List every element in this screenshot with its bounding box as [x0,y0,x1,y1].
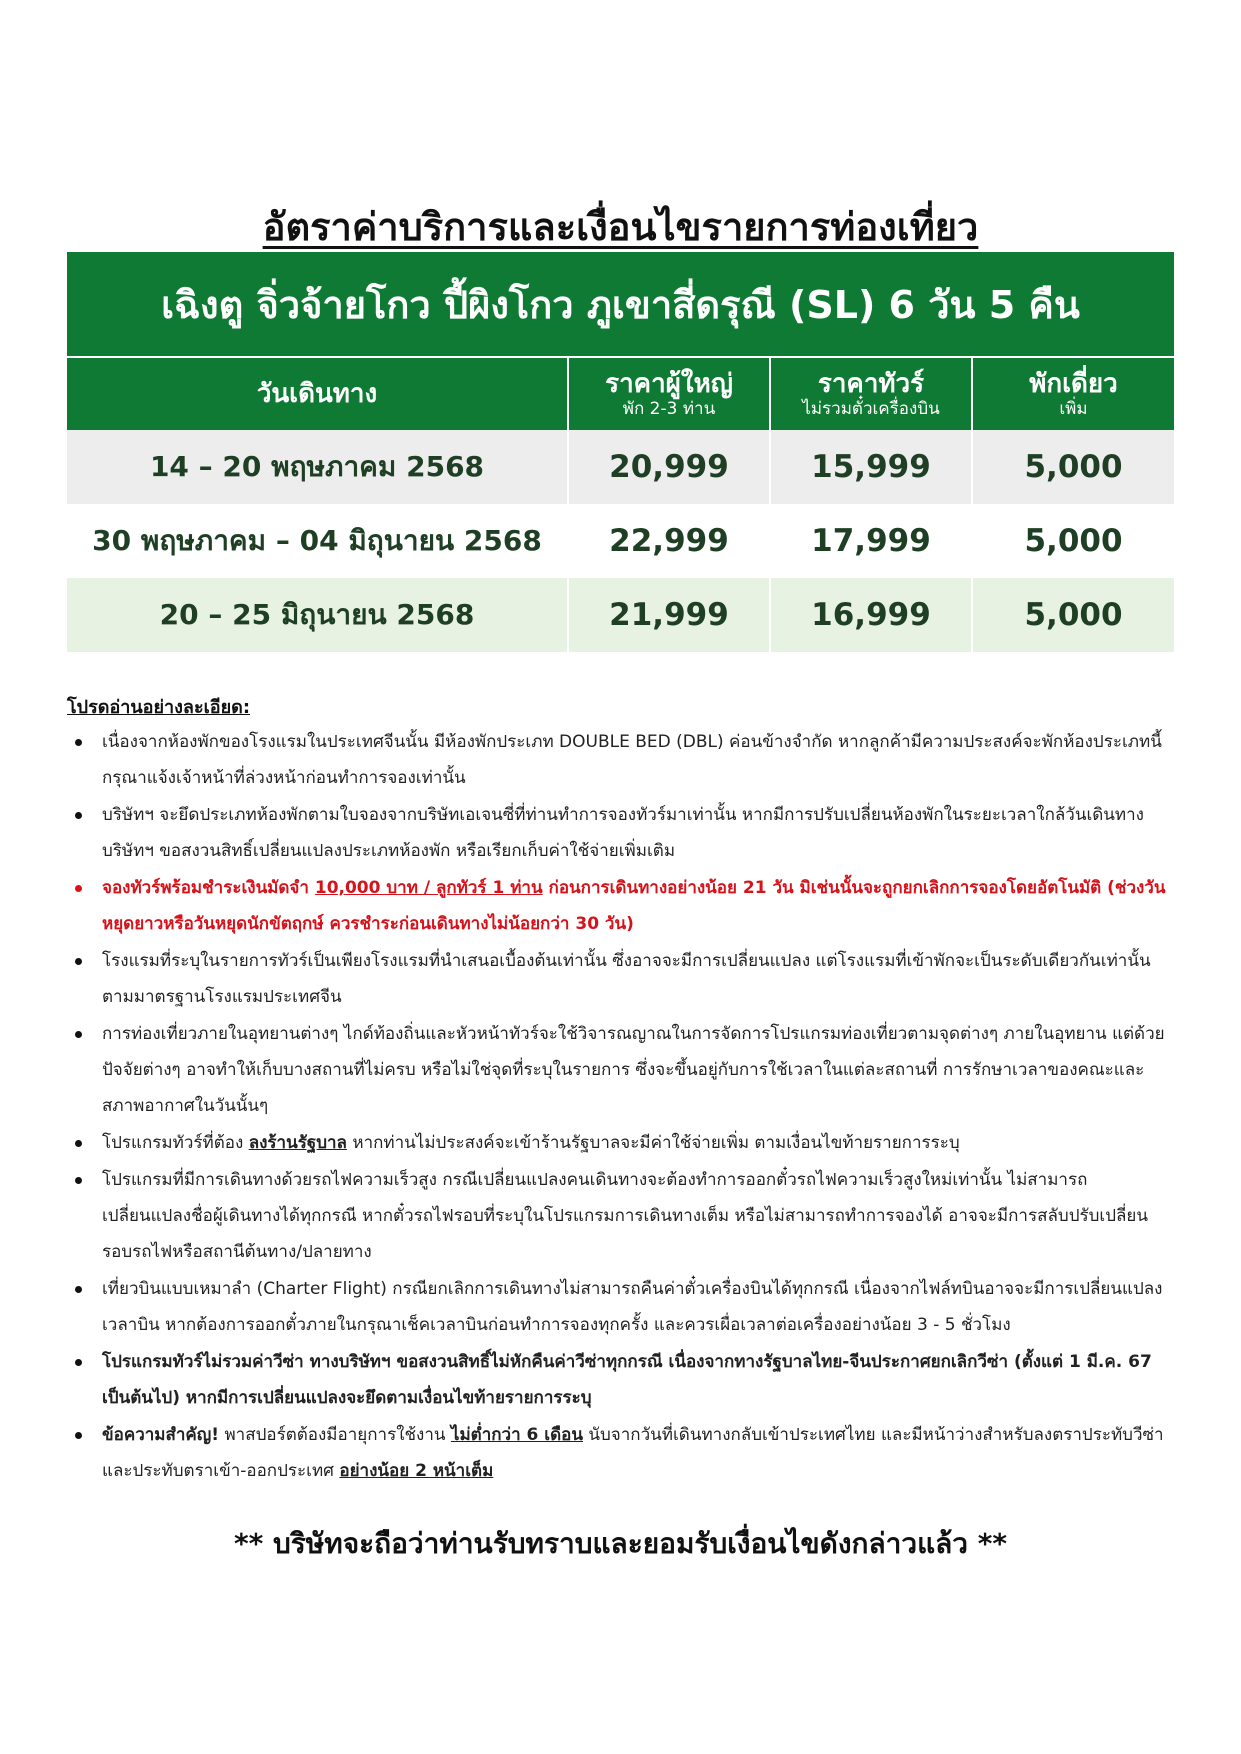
header-date-label: วันเดินทาง [256,379,378,409]
note-text: พาสปอร์ตต้องมีอายุการใช้งาน [219,1425,451,1445]
bullet-icon [75,1031,82,1038]
bullet-icon [75,1140,82,1147]
bullet-icon [75,885,82,892]
header-adult-sub: พัก 2-3 ท่าน [622,399,716,419]
list-item-passport [67,1417,1174,1489]
note-text: จองทัวร์พร้อมชำระเงินมัดจำ [102,878,315,898]
note-text: การท่องเที่ยวภายในอุทยานต่างๆ ไกด์ท้องถิ่นและหัวหน้าทัวร์จะใช้วิจารณญาณในการจัดการโปรแกรมท่องเที่ยวตามจุดต่างๆ ภายในอุทยาน แต่ด้วยปัจจัยต่างๆ อาจทำให้เก็บบางสถานที่ไม่ครบ หรือไม่ใช่จุดที่ระบุในรายการ ซึ่งจะขึ้นอยู่กับการใช้เวลาในแต่ละสถานที่ การรักษาเวลาของคณะและสภาพอากาศในวันนั้นๆ [102,1024,1165,1116]
note-text: โปรแกรมที่มีการเดินทางด้วยรถไฟความเร็วสูง กรณีเปลี่ยนแปลงคนเดินทางจะต้องทำการออกตั๋วรถไฟความเร็วสูงใหม่เท่านั้น ไม่สามารถเปลี่ยนแปลงชื่อผู้เดินทางได้ทุกกรณี หากตั๋วรถไฟรอบที่ระบุในโปรแกรมการเดินทางเต็ม หรือไม่สามารถทำการจองได้ อาจจะมีการสลับปรับเปลี่ยนรอบรถไฟหรือสถานีต้นทาง/ปลายทาง [102,1170,1149,1262]
row-single-price: 5,000 [1024,597,1123,633]
row-adult-price: 22,999 [569,504,771,578]
passport-pages: อย่างน้อย 2 หน้าเต็ม [339,1461,494,1481]
row-date: 14 – 20 พฤษภาคม 2568 [67,430,569,504]
bullet-icon [75,1432,82,1439]
list-item-deposit-warning [67,870,1174,942]
list-item [67,1271,1174,1343]
header-single-label: พักเดี่ยว [1029,369,1118,399]
row-date: 20 – 25 มิถุนายน 2568 [67,578,569,652]
row-single-price: 5,000 [1024,523,1123,559]
header-adult-label: ราคาผู้ใหญ่ [605,369,733,399]
notes-heading: โปรดอ่านอย่างละเอียด: [67,697,251,718]
header-tour-sub: ไม่รวมตั๋วเครื่องบิน [802,399,940,419]
note-text: ก่อนการเดินทางอย่างน้อย 21 วัน มิเช่นนั้นจะถูกยกเลิกการจองโดยอัตโนมัติ (ช่วงวันหยุดยาวหรือวันหยุดนักขัตฤกษ์ ควรชำระก่อนเดินทางไม่น้อยกว่า 30 วัน) [102,878,1166,934]
bullet-icon [75,1177,82,1184]
note-text: โรงแรมที่ระบุในรายการทัวร์เป็นเพียงโรงแรมที่นำเสนอเบื้องต้นเท่านั้น ซึ่งอาจจะมีการเปลี่ยนแปลง แต่โรงแรมที่เข้าพักจะเป็นระดับเดียวกันเท่านั้น ตามมาตรฐานโรงแรมประเทศจีน [102,951,1151,1007]
government-shop-label: ลงร้านรัฐบาล [248,1133,347,1153]
price-table [67,252,1174,652]
bullet-icon [75,958,82,965]
list-item [67,943,1174,1015]
note-text: เที่ยวบินแบบเหมาลำ (Charter Flight) กรณียกเลิกการเดินทางไม่สามารถคืนค่าตั๋วเครื่องบินได้ทุกกรณี เนื่องจากไฟล์ทบินอาจจะมีการเปลี่ยนแปลงเวลาบิน หากต้องการออกตั๋วภายในกรุณาเช็คเวลาบินก่อนทำการจองทุกครั้ง และควรเผื่อเวลาต่อเครื่องอย่างน้อย 3 - 5 ชั่วโมง [102,1279,1163,1335]
deposit-amount: 10,000 บาท / ลูกทัวร์ 1 ท่าน [314,878,543,898]
note-text: เนื่องจากห้องพักของโรงแรมในประเทศจีนนั้น มีห้องพักประเภท DOUBLE BED (DBL) ค่อนข้างจำกัด หากลูกค้ามีความประสงค์จะพักห้องประเภทนี้ กรุณาแจ้งเจ้าหน้าที่ล่วงหน้าก่อนทำการจองเท่านั้น [102,732,1162,788]
passport-validity: ไม่ต่ำกว่า 6 เดือน [450,1425,583,1445]
note-text: โปรแกรมทัวร์ไม่รวมค่าวีซ่า ทางบริษัทฯ ขอสงวนสิทธิ์ไม่หักคืนค่าวีซ่าทุกกรณี เนื่องจากทางรัฐบาลไทย-จีนประกาศยกเลิกวีซ่า (ตั้งแต่ 1 มี.ค. 67 เป็นต้นไป) หากมีการเปลี่ยนแปลงจะยึดตามเงื่อนไขท้ายรายการระบุ [102,1352,1152,1408]
list-item [67,1162,1174,1270]
bullet-icon [75,739,82,746]
important-label: ข้อความสำคัญ! [102,1425,220,1445]
row-tour-price: 16,999 [771,578,973,652]
row-adult-price: 21,999 [569,578,771,652]
list-item [67,724,1174,796]
row-tour-price: 17,999 [771,504,973,578]
list-item [67,1125,1174,1161]
header-adult-price [569,358,771,430]
header-tour-price [771,358,973,430]
table-row [67,430,1174,504]
header-single-sub: เพิ่ม [1059,399,1088,419]
tour-title: เฉิงตู จิ่วจ้ายโกว ปี้ผิงโกว ภูเขาสี่ดรุณี (SL) 6 วัน 5 คืน [67,252,1174,358]
table-header-row [67,358,1174,430]
bullet-icon [75,812,82,819]
footer-acknowledgement: ** บริษัทจะถือว่าท่านรับทราบและยอมรับเงื่อนไขดังกล่าวแล้ว ** [233,1527,1008,1560]
table-row [67,504,1174,578]
note-text: นับจากวันที่เดินทางกลับเข้าประเทศไทย และมีหน้าว่างสำหรับลงตราประทับวีซ่า และประทับตราเข้า-ออกประเทศ [102,1425,1164,1481]
row-single-price: 5,000 [1024,449,1123,485]
list-item-visa [67,1344,1174,1416]
row-tour-price: 15,999 [771,430,973,504]
note-text: บริษัทฯ จะยึดประเภทห้องพักตามใบจองจากบริษัทเอเจนซี่ที่ท่านทำการจองทัวร์มาเท่านั้น หากมีการปรับเปลี่ยนห้องพักในระยะเวลาใกล้วันเดินทาง บริษัทฯ ขอสงวนสิทธิ์เปลี่ยนแปลงประเภทห้องพัก หรือเรียกเก็บค่าใช้จ่ายเพิ่มเติม [102,805,1144,861]
header-tour-label: ราคาทัวร์ [817,369,925,399]
notes-list [67,724,1174,1490]
row-adult-price: 20,999 [569,430,771,504]
table-row [67,578,1174,652]
header-date [67,358,569,430]
note-text: หากท่านไม่ประสงค์จะเข้าร้านรัฐบาลจะมีค่าใช้จ่ายเพิ่ม ตามเงื่อนไขท้ายรายการระบุ [346,1133,960,1153]
bullet-icon [75,1359,82,1366]
list-item [67,1016,1174,1124]
header-single-supplement [973,358,1174,430]
bullet-icon [75,1286,82,1293]
note-text: โปรแกรมทัวร์ที่ต้อง [102,1133,249,1153]
list-item [67,797,1174,869]
row-date: 30 พฤษภาคม – 04 มิถุนายน 2568 [67,504,569,578]
page-title: อัตราค่าบริการและเงื่อนไขรายการท่องเที่ยว [262,205,979,249]
